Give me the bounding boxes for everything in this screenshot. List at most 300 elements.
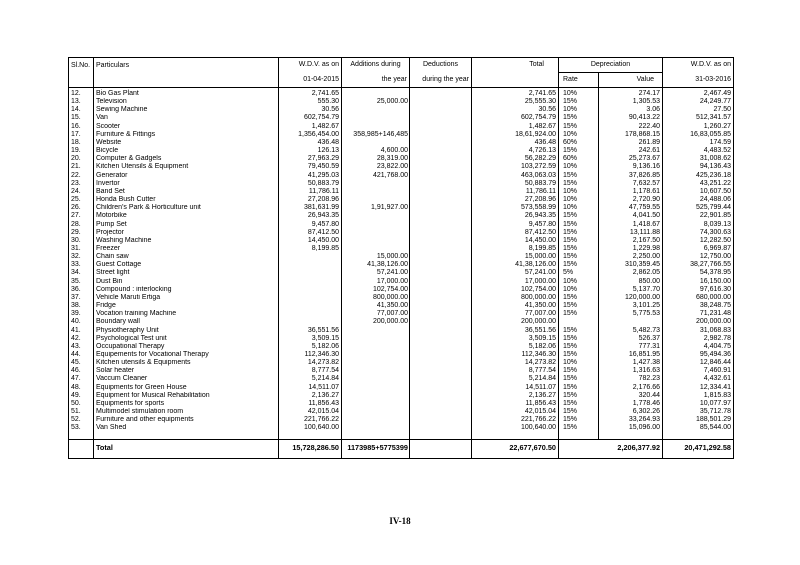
dep-value-cell: 4,041.50: [599, 212, 663, 220]
total-cell: 1,482.67: [472, 123, 559, 131]
wdv-close-cell: 1,260.27: [663, 123, 734, 131]
wdv-open-cell: 1,482.67: [279, 123, 342, 131]
total-cell: 8,199.85: [472, 245, 559, 253]
total-cell: 42,015.04: [472, 408, 559, 416]
particulars-cell: Equipements for Vocational Therapy: [94, 351, 279, 359]
table-row: [69, 139, 734, 147]
particulars-cell: Computer & Gadgels: [94, 155, 279, 163]
dep-value-cell: 47,759.55: [599, 204, 663, 212]
total-cell: 200,000.00: [472, 318, 559, 326]
deductions-cell: [410, 261, 472, 269]
total-cell: 573,558.99: [472, 204, 559, 212]
particulars-cell: Kitchen Utensils & Equipment: [94, 163, 279, 171]
wdv-open-cell: 2,136.27: [279, 392, 342, 400]
wdv-close-cell: 8,039.13: [663, 221, 734, 229]
wdv-close-cell: 6,969.87: [663, 245, 734, 253]
wdv-open-cell: 41,295.03: [279, 172, 342, 180]
wdv-close-cell: 24,249.77: [663, 98, 734, 106]
additions-cell: 77,007.00: [342, 310, 410, 318]
sl-no-cell: 46.: [69, 367, 94, 375]
wdv-open-cell: 112,346.30: [279, 351, 342, 359]
total-cell: 77,007.00: [472, 310, 559, 318]
deductions-cell: [410, 131, 472, 139]
additions-cell: 102,754.00: [342, 286, 410, 294]
dep-value-cell: 3.06: [599, 106, 663, 114]
wdv-close-cell: 38,27,766.55: [663, 261, 734, 269]
sl-no-cell: 12.: [69, 88, 94, 99]
sl-no-cell: 28.: [69, 221, 94, 229]
sl-no-cell: 22.: [69, 172, 94, 180]
deductions-cell: [410, 335, 472, 343]
sl-no-cell: 45.: [69, 359, 94, 367]
sl-no-cell: 13.: [69, 98, 94, 106]
table-row: [69, 408, 734, 416]
wdv-close-cell: 512,341.57: [663, 114, 734, 122]
total-cell: 112,346.30: [472, 351, 559, 359]
wdv-open-cell: 11,786.11: [279, 188, 342, 196]
deductions-cell: [410, 204, 472, 212]
wdv-open-cell: 14,273.82: [279, 359, 342, 367]
table-row: [69, 147, 734, 155]
rate-cell: 15%: [559, 147, 599, 155]
additions-cell: [342, 139, 410, 147]
deductions-cell: [410, 269, 472, 277]
deductions-cell: [410, 123, 472, 131]
header-total-blank: [472, 73, 559, 88]
table-row: [69, 196, 734, 204]
deductions-cell: [410, 343, 472, 351]
rate-cell: 15%: [559, 327, 599, 335]
particulars-cell: Physiotheraphy Unit: [94, 327, 279, 335]
wdv-close-cell: 200,000.00: [663, 318, 734, 326]
wdv-close-cell: 71,231.48: [663, 310, 734, 318]
particulars-cell: Pump Set: [94, 221, 279, 229]
header-additions-year: the year: [342, 73, 410, 88]
table-row: [69, 286, 734, 294]
sl-no-cell: 14.: [69, 106, 94, 114]
wdv-open-cell: [279, 302, 342, 310]
dep-value-cell: 2,862.05: [599, 269, 663, 277]
wdv-close-cell: 27.50: [663, 106, 734, 114]
rate-cell: 15%: [559, 172, 599, 180]
rate-cell: 15%: [559, 237, 599, 245]
additions-cell: [342, 88, 410, 99]
wdv-close-cell: 2,982.78: [663, 335, 734, 343]
deductions-cell: [410, 172, 472, 180]
wdv-open-cell: [279, 261, 342, 269]
dep-value-cell: 1,178.61: [599, 188, 663, 196]
additions-cell: [342, 327, 410, 335]
total-cell: 9,457.80: [472, 221, 559, 229]
particulars-cell: Website: [94, 139, 279, 147]
total-cell: 36,551.56: [472, 327, 559, 335]
sl-no-cell: 19.: [69, 147, 94, 155]
deductions-cell: [410, 351, 472, 359]
sl-no-cell: 16.: [69, 123, 94, 131]
rate-cell: 10%: [559, 188, 599, 196]
sl-no-cell: 48.: [69, 384, 94, 392]
wdv-open-cell: 2,741.65: [279, 88, 342, 99]
wdv-close-cell: 16,150.00: [663, 278, 734, 286]
deductions-cell: [410, 253, 472, 261]
wdv-open-cell: 221,766.22: [279, 416, 342, 424]
wdv-close-cell: 85,544.00: [663, 424, 734, 439]
additions-cell: 200,000.00: [342, 318, 410, 326]
header-wdv-open-date: 01-04-2015: [279, 73, 342, 88]
sl-no-cell: 29.: [69, 229, 94, 237]
rate-cell: 10%: [559, 163, 599, 171]
table-row: [69, 416, 734, 424]
table-row: [69, 424, 734, 439]
particulars-cell: Bio Gas Plant: [94, 88, 279, 99]
table-row: [69, 253, 734, 261]
rate-cell: 15%: [559, 310, 599, 318]
header-depreciation: Depreciation: [559, 58, 663, 73]
rate-cell: 15%: [559, 245, 599, 253]
total-cell: 8,777.54: [472, 367, 559, 375]
deductions-cell: [410, 408, 472, 416]
dep-value-cell: 1,229.98: [599, 245, 663, 253]
table-row: [69, 106, 734, 114]
rate-cell: 10%: [559, 286, 599, 294]
wdv-close-cell: 525,799.44: [663, 204, 734, 212]
wdv-close-cell: 12,750.00: [663, 253, 734, 261]
wdv-close-cell: 12,282.50: [663, 237, 734, 245]
header-value: Value: [599, 73, 663, 88]
table-row: [69, 237, 734, 245]
additions-cell: [342, 384, 410, 392]
deductions-cell: [410, 367, 472, 375]
particulars-cell: Fridge: [94, 302, 279, 310]
particulars-cell: Invertor: [94, 180, 279, 188]
table-row: [69, 318, 734, 326]
total-cell: 14,450.00: [472, 237, 559, 245]
wdv-close-cell: 16,83,055.85: [663, 131, 734, 139]
rate-cell: 15%: [559, 375, 599, 383]
particulars-cell: Equipment for Musical Rehabilitation: [94, 392, 279, 400]
page-number: IV-18: [389, 516, 411, 526]
wdv-open-cell: 1,356,454.00: [279, 131, 342, 139]
particulars-cell: Street light: [94, 269, 279, 277]
additions-cell: 15,000.00: [342, 253, 410, 261]
wdv-close-cell: 31,008.62: [663, 155, 734, 163]
additions-cell: 17,000.00: [342, 278, 410, 286]
sl-no-cell: 41.: [69, 327, 94, 335]
deductions-cell: [410, 375, 472, 383]
additions-cell: [342, 408, 410, 416]
wdv-close-cell: 174.59: [663, 139, 734, 147]
wdv-open-cell: 87,412.50: [279, 229, 342, 237]
header-deductions: Deductions: [410, 58, 472, 73]
rate-cell: 15%: [559, 123, 599, 131]
sl-no-cell: 34.: [69, 269, 94, 277]
table-row: [69, 229, 734, 237]
additions-cell: 1,91,927.00: [342, 204, 410, 212]
deductions-cell: [410, 286, 472, 294]
table-row: [69, 172, 734, 180]
dep-value-cell: 1,778.46: [599, 400, 663, 408]
sl-no-cell: 33.: [69, 261, 94, 269]
sl-no-cell: 52.: [69, 416, 94, 424]
wdv-open-cell: 381,631.99: [279, 204, 342, 212]
total-cell: 14,273.82: [472, 359, 559, 367]
sl-no-cell: 20.: [69, 155, 94, 163]
deductions-cell: [410, 392, 472, 400]
total-wdv-close: 20,471,292.58: [663, 439, 734, 458]
deductions-cell: [410, 294, 472, 302]
depreciation-table: [68, 57, 734, 459]
total-sl-blank: [69, 439, 94, 458]
total-cell: 57,241.00: [472, 269, 559, 277]
dep-value-cell: 1,316.63: [599, 367, 663, 375]
wdv-open-cell: 100,640.00: [279, 424, 342, 439]
wdv-open-cell: 5,182.06: [279, 343, 342, 351]
dep-value-cell: 90,413.22: [599, 114, 663, 122]
total-label: Total: [94, 439, 279, 458]
table-row: [69, 400, 734, 408]
sl-no-cell: 38.: [69, 302, 94, 310]
sl-no-cell: 44.: [69, 351, 94, 359]
table-row: [69, 212, 734, 220]
rate-cell: 10%: [559, 131, 599, 139]
dep-value-cell: 9,136.16: [599, 163, 663, 171]
rate-cell: 5%: [559, 269, 599, 277]
sl-no-cell: 15.: [69, 114, 94, 122]
total-cell: 5,214.84: [472, 375, 559, 383]
sl-no-cell: 25.: [69, 196, 94, 204]
sl-no-cell: 27.: [69, 212, 94, 220]
wdv-open-cell: 14,511.07: [279, 384, 342, 392]
additions-cell: [342, 359, 410, 367]
deductions-cell: [410, 318, 472, 326]
dep-value-cell: [599, 318, 663, 326]
rate-cell: 10%: [559, 88, 599, 99]
deductions-cell: [410, 139, 472, 147]
particulars-cell: Freezer: [94, 245, 279, 253]
header-deductions-year: during the year: [410, 73, 472, 88]
table-row: [69, 180, 734, 188]
particulars-cell: Motorbike: [94, 212, 279, 220]
additions-cell: 4,600.00: [342, 147, 410, 155]
table-row: [69, 163, 734, 171]
sl-no-cell: 17.: [69, 131, 94, 139]
rate-cell: 10%: [559, 106, 599, 114]
total-cell: 87,412.50: [472, 229, 559, 237]
particulars-cell: Van: [94, 114, 279, 122]
wdv-close-cell: 38,248.75: [663, 302, 734, 310]
additions-cell: [342, 392, 410, 400]
particulars-cell: Projector: [94, 229, 279, 237]
wdv-open-cell: [279, 310, 342, 318]
additions-cell: [342, 188, 410, 196]
particulars-cell: Psychological Test unit: [94, 335, 279, 343]
rate-cell: 15%: [559, 229, 599, 237]
total-cell: 463,063.03: [472, 172, 559, 180]
header-particulars: Particulars: [94, 58, 279, 88]
table-row: [69, 302, 734, 310]
additions-cell: 57,241.00: [342, 269, 410, 277]
deductions-cell: [410, 114, 472, 122]
table-row: [69, 221, 734, 229]
sl-no-cell: 18.: [69, 139, 94, 147]
additions-cell: 41,350.00: [342, 302, 410, 310]
particulars-cell: Equipments for Green House: [94, 384, 279, 392]
total-cell: 436.48: [472, 139, 559, 147]
deductions-cell: [410, 106, 472, 114]
sl-no-cell: 26.: [69, 204, 94, 212]
table-row: [69, 367, 734, 375]
additions-cell: [342, 424, 410, 439]
sl-no-cell: 47.: [69, 375, 94, 383]
additions-cell: [342, 229, 410, 237]
particulars-cell: Bicycle: [94, 147, 279, 155]
total-cell: 800,000.00: [472, 294, 559, 302]
total-cell: 15,000.00: [472, 253, 559, 261]
rate-cell: 15%: [559, 114, 599, 122]
table-row: [69, 384, 734, 392]
wdv-open-cell: 11,856.43: [279, 400, 342, 408]
table-row: [69, 188, 734, 196]
wdv-open-cell: 5,214.84: [279, 375, 342, 383]
total-cell: 30.56: [472, 106, 559, 114]
table-row: [69, 392, 734, 400]
deductions-cell: [410, 278, 472, 286]
particulars-cell: Sewing Machine: [94, 106, 279, 114]
rate-cell: 15%: [559, 98, 599, 106]
total-cell: 221,766.22: [472, 416, 559, 424]
header-wdv-close-date: 31-03-2016: [663, 73, 734, 88]
wdv-close-cell: 74,300.63: [663, 229, 734, 237]
dep-value-cell: 25,273.67: [599, 155, 663, 163]
table-row: [69, 88, 734, 99]
wdv-close-cell: 22,901.85: [663, 212, 734, 220]
table-row: [69, 335, 734, 343]
total-cell: 102,754.00: [472, 286, 559, 294]
wdv-open-cell: 14,450.00: [279, 237, 342, 245]
particulars-cell: Washing Machine: [94, 237, 279, 245]
wdv-open-cell: 8,199.85: [279, 245, 342, 253]
dep-value-cell: 37,826.85: [599, 172, 663, 180]
sl-no-cell: 35.: [69, 278, 94, 286]
table-row: [69, 131, 734, 139]
deductions-cell: [410, 384, 472, 392]
deductions-cell: [410, 237, 472, 245]
dep-value-cell: 6,302.26: [599, 408, 663, 416]
deductions-cell: [410, 424, 472, 439]
particulars-cell: Children's Park & Horticulture unit: [94, 204, 279, 212]
sl-no-cell: 40.: [69, 318, 94, 326]
total-wdv: 15,728,286.50: [279, 439, 342, 458]
rate-cell: 15%: [559, 294, 599, 302]
sl-no-cell: 32.: [69, 253, 94, 261]
deductions-cell: [410, 163, 472, 171]
total-cell: 14,511.07: [472, 384, 559, 392]
dep-value-cell: 33,264.93: [599, 416, 663, 424]
sl-no-cell: 36.: [69, 286, 94, 294]
header-total: Total: [472, 58, 559, 73]
wdv-open-cell: 8,777.54: [279, 367, 342, 375]
wdv-open-cell: 79,450.59: [279, 163, 342, 171]
sl-no-cell: 23.: [69, 180, 94, 188]
dep-value-cell: 15,096.00: [599, 424, 663, 439]
table-row: [69, 375, 734, 383]
total-cell: 2,741.65: [472, 88, 559, 99]
wdv-open-cell: [279, 294, 342, 302]
wdv-open-cell: 30.56: [279, 106, 342, 114]
table-row: [69, 245, 734, 253]
total-deductions-blank: [410, 439, 472, 458]
total-cell: 41,38,126.00: [472, 261, 559, 269]
additions-cell: 25,000.00: [342, 98, 410, 106]
particulars-cell: Equipments for sports: [94, 400, 279, 408]
particulars-cell: Solar heater: [94, 367, 279, 375]
dep-value-cell: 2,167.50: [599, 237, 663, 245]
deductions-cell: [410, 212, 472, 220]
total-cell: 602,754.79: [472, 114, 559, 122]
total-cell: 41,350.00: [472, 302, 559, 310]
wdv-close-cell: 4,432.61: [663, 375, 734, 383]
dep-value-cell: 222.40: [599, 123, 663, 131]
wdv-close-cell: 54,378.95: [663, 269, 734, 277]
particulars-cell: Dust Bin: [94, 278, 279, 286]
wdv-open-cell: 26,943.35: [279, 212, 342, 220]
table-row: [69, 269, 734, 277]
wdv-close-cell: 24,488.06: [663, 196, 734, 204]
wdv-open-cell: [279, 269, 342, 277]
particulars-cell: Van Shed: [94, 424, 279, 439]
total-cell: 17,000.00: [472, 278, 559, 286]
rate-cell: 15%: [559, 351, 599, 359]
rate-cell: 15%: [559, 212, 599, 220]
additions-cell: 28,319.00: [342, 155, 410, 163]
total-dep-value: 2,206,377.92: [599, 439, 663, 458]
sl-no-cell: 31.: [69, 245, 94, 253]
rate-cell: 10%: [559, 278, 599, 286]
table-row: [69, 278, 734, 286]
wdv-open-cell: [279, 286, 342, 294]
header-wdv-open: W.D.V. as on: [279, 58, 342, 73]
additions-cell: [342, 123, 410, 131]
particulars-cell: Guest Cottage: [94, 261, 279, 269]
dep-value-cell: 782.23: [599, 375, 663, 383]
additions-cell: [342, 114, 410, 122]
total-rate-blank: [559, 439, 599, 458]
dep-value-cell: 178,868.15: [599, 131, 663, 139]
deductions-cell: [410, 245, 472, 253]
rate-cell: 15%: [559, 343, 599, 351]
additions-cell: [342, 196, 410, 204]
dep-value-cell: 242.61: [599, 147, 663, 155]
wdv-open-cell: 50,883.79: [279, 180, 342, 188]
particulars-cell: Boundary wall: [94, 318, 279, 326]
rate-cell: 15%: [559, 392, 599, 400]
dep-value-cell: 13,111.88: [599, 229, 663, 237]
rate-cell: [559, 318, 599, 326]
header-sl-no: Sl.No.: [69, 58, 94, 88]
total-cell: 26,943.35: [472, 212, 559, 220]
total-additions: 1173985+5775399: [342, 439, 410, 458]
table-row: [69, 343, 734, 351]
particulars-cell: Honda Bush Cutter: [94, 196, 279, 204]
wdv-close-cell: 4,483.52: [663, 147, 734, 155]
sl-no-cell: 51.: [69, 408, 94, 416]
sl-no-cell: 24.: [69, 188, 94, 196]
header-rate: Rate: [559, 73, 599, 88]
additions-cell: [342, 400, 410, 408]
dep-value-cell: 5,137.70: [599, 286, 663, 294]
rate-cell: 15%: [559, 384, 599, 392]
particulars-cell: Kitchen utensils & Equipments: [94, 359, 279, 367]
